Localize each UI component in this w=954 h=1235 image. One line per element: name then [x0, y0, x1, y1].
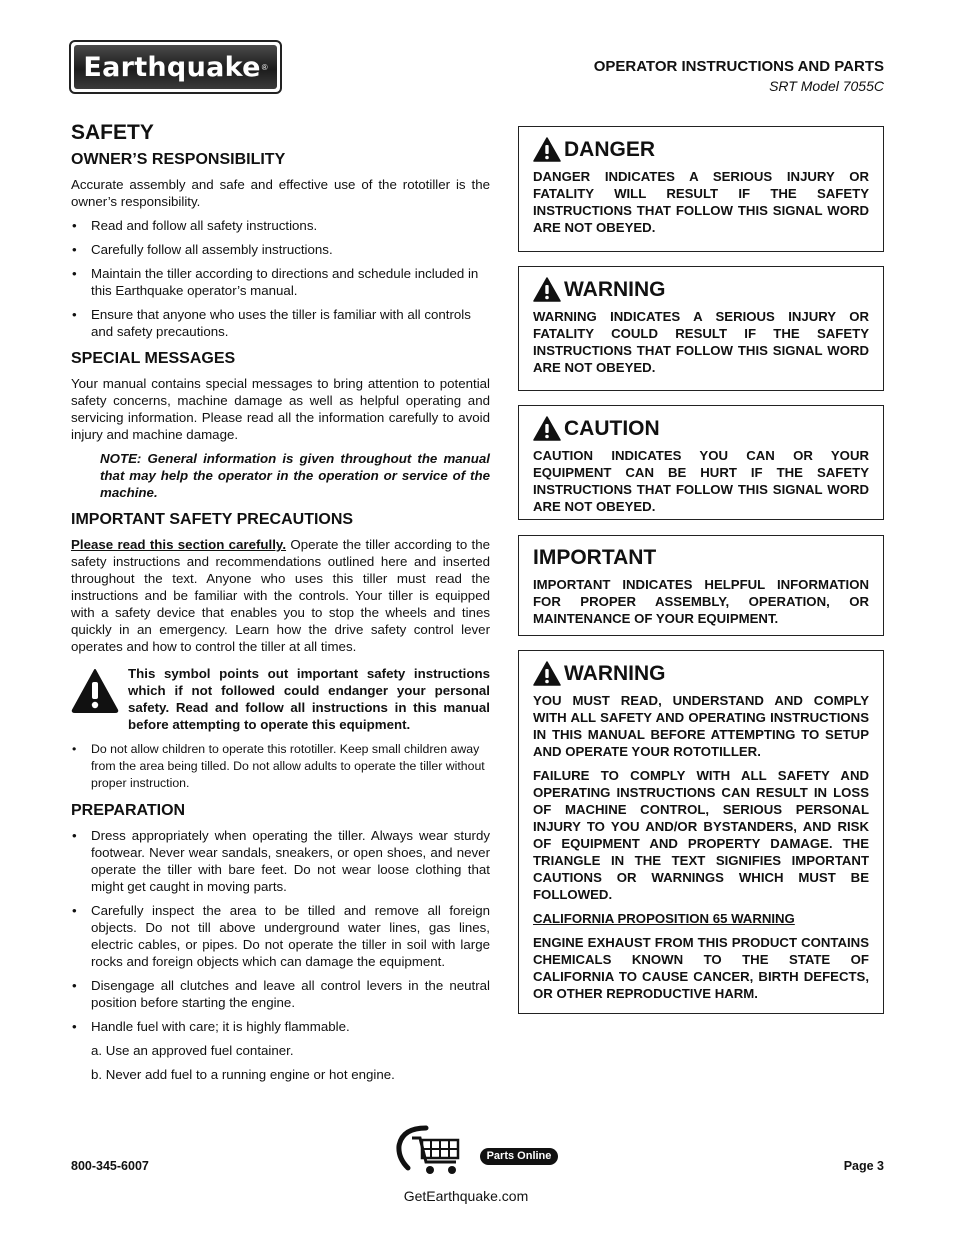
section-heading-precautions: IMPORTANT SAFETY PRECAUTIONS	[71, 511, 354, 528]
list-item: • Read and follow all safety instructions.	[71, 217, 490, 234]
list-item: • Carefully follow all assembly instructions.	[71, 241, 490, 258]
danger-title: DANGER	[564, 137, 656, 161]
left-column	[71, 121, 490, 1090]
list-item: • Disengage all clutches and leave all control levers in the neutral position before starting the engine.	[71, 977, 490, 1011]
important-box	[518, 535, 884, 636]
warning-heading	[533, 277, 869, 302]
list-item: • Ensure that anyone who uses the tiller is familiar with all controls and safety precautions.	[71, 306, 490, 340]
owner-list	[71, 217, 490, 340]
danger-box	[518, 126, 884, 252]
precautions-lead: Please read this section carefully.	[71, 537, 287, 552]
warning-compliance-title: WARNING	[564, 661, 666, 685]
page-title: SAFETY	[71, 121, 154, 144]
compliance-paragraph: YOU MUST READ, UNDERSTAND AND COMPLY WITH ALL SAFETY AND OPERATING INSTRUCTIONS IN THIS MANUAL BEFORE ATTEMPTING TO SETUP AND OPERATE YOUR ROTOTILLER.	[533, 693, 869, 759]
failure-paragraph: FAILURE TO COMPLY WITH ALL SAFETY AND OPERATING INSTRUCTIONS CAN RESULT IN LOSS OF MACHINE CONTROL, SERIOUS PERSONAL INJURY TO YOU AND/OR BYSTANDERS, AND RISK OF EQUIPMENT AND PROPERTY DAMAGE. THE TRIANGLE IN THE TEXT SIGNIFIES IMPORTANT CAUTIONS OR WARNINGS WHICH MUST BE FOLLOWED.	[533, 768, 869, 902]
precautions-text: Operate the tiller according to the safety instructions and recommendations outlined here and inserted throughout the text. Anyone who uses this tiller must read the instructions and be familiar with the controls. Your tiller is equipped with a safety device that enables you to stop the wheels and tines quickly in an emergency. Learn how the drive safety control lever operates and how to control the tiller at all times.	[71, 537, 490, 654]
warning-compliance-text	[533, 692, 869, 1002]
special-note: NOTE: General information is given throughout the manual that may help the operator in the operation or service of the machine.	[100, 451, 490, 500]
prop65-paragraph: ENGINE EXHAUST FROM THIS PRODUCT CONTAINS CHEMICALS KNOWN TO THE STATE OF CALIFORNIA TO CAUSE CANCER, BIRTH DEFECTS, OR OTHER REPRODUCTIVE HARM.	[533, 935, 869, 1001]
document-title: OPERATOR INSTRUCTIONS AND PARTS	[593, 58, 884, 75]
caution-text: CAUTION INDICATES YOU CAN OR YOUR EQUIPMENT CAN BE HURT IF THE SAFETY INSTRUCTIONS THAT FOLLOW THIS SIGNAL WORD ARE NOT OBEYED.	[533, 448, 869, 514]
list-item: • Do not allow children to operate this rototiller. Keep small children away from the area being tilled. Do not allow adults to operate the tiller without proper instruction.	[71, 741, 490, 792]
caution-title: CAUTION	[564, 416, 660, 440]
children-list	[71, 741, 490, 792]
model-subtitle: SRT Model 7055C	[769, 78, 884, 94]
danger-text: DANGER INDICATES A SERIOUS INJURY OR FATALITY WILL RESULT IF THE SAFETY INSTRUCTIONS THAT FOLLOW THIS SIGNAL WORD ARE NOT OBEYED.	[533, 169, 869, 235]
caution-heading	[533, 416, 869, 441]
list-item: • Carefully inspect the area to be tilled and remove all foreign objects. Do not till above underground water lines, gas lines, electric cables, or pipes. Do not operate the tiller in soil with large rocks and foreign objects which can damage the equipment.	[71, 902, 490, 970]
section-heading-preparation: PREPARATION	[71, 802, 186, 819]
parts-online-logo	[396, 1124, 561, 1182]
list-item: • Maintain the tiller according to directions and schedule included in this Earthquake operator’s manual.	[71, 265, 490, 299]
safety-symbol-text: This symbol points out important safety instructions which if not followed could endanger your personal safety. Read and follow all instructions in this manual before attempting to operate this equipment.	[128, 666, 490, 732]
warning-triangle-icon	[71, 667, 119, 713]
caution-box	[518, 405, 884, 520]
warning-text: WARNING INDICATES A SERIOUS INJURY OR FATALITY COULD RESULT IF THE SAFETY INSTRUCTIONS THAT FOLLOW THIS SIGNAL WORD ARE NOT OBEYED.	[533, 309, 869, 375]
safety-symbol-row	[71, 665, 490, 733]
sub-item: a. Use an approved fuel container.	[91, 1043, 294, 1058]
warning-triangle-icon	[533, 137, 561, 162]
warning-box	[518, 266, 884, 391]
website-link[interactable]: GetEarthquake.com	[403, 1188, 529, 1204]
warning-triangle-icon	[533, 416, 561, 441]
section-heading-owner: OWNER’S RESPONSIBILITY	[71, 151, 286, 168]
phone-number: 800-345-6007	[71, 1159, 149, 1173]
warning-compliance-box	[518, 650, 884, 1014]
list-item: • Dress appropriately when operating the tiller. Always wear sturdy footwear. Never wear sandals, sneakers, or open shoes, and never operate the tiller with bare feet. Do not wear loose clothing that might get caught in moving parts.	[71, 827, 490, 895]
page-number: Page 3	[843, 1159, 884, 1173]
owner-intro: Accurate assembly and safe and effective use of the rototiller is the owner’s responsibility.	[71, 177, 490, 209]
parts-online-badge: Parts Online	[480, 1148, 558, 1165]
important-heading	[533, 546, 869, 570]
warning-triangle-icon	[533, 661, 561, 686]
important-title: IMPORTANT	[533, 546, 657, 569]
logo-text: Earthquake	[83, 51, 261, 83]
preparation-list	[71, 827, 490, 1035]
warning-compliance-heading	[533, 661, 869, 686]
warning-title: WARNING	[564, 277, 666, 301]
earthquake-logo	[69, 40, 282, 94]
warning-triangle-icon	[533, 277, 561, 302]
list-item: • Handle fuel with care; it is highly flammable.	[71, 1018, 490, 1035]
section-heading-special: SPECIAL MESSAGES	[71, 350, 236, 367]
danger-heading	[533, 137, 869, 162]
special-body: Your manual contains special messages to bring attention to potential safety concerns, machine damage as well as helpful operating and servicing information. Please read all the information carefully to avoid injury and machine damage.	[71, 376, 490, 442]
prop65-heading: CALIFORNIA PROPOSITION 65 WARNING	[533, 911, 795, 926]
important-text: IMPORTANT INDICATES HELPFUL INFORMATION FOR PROPER ASSEMBLY, OPERATION, OR MAINTENANCE OF YOUR EQUIPMENT.	[533, 577, 869, 626]
precautions-body	[71, 536, 490, 655]
sub-item: b. Never add fuel to a running engine or hot engine.	[91, 1067, 395, 1082]
logo-registered-mark: ®	[261, 62, 268, 72]
